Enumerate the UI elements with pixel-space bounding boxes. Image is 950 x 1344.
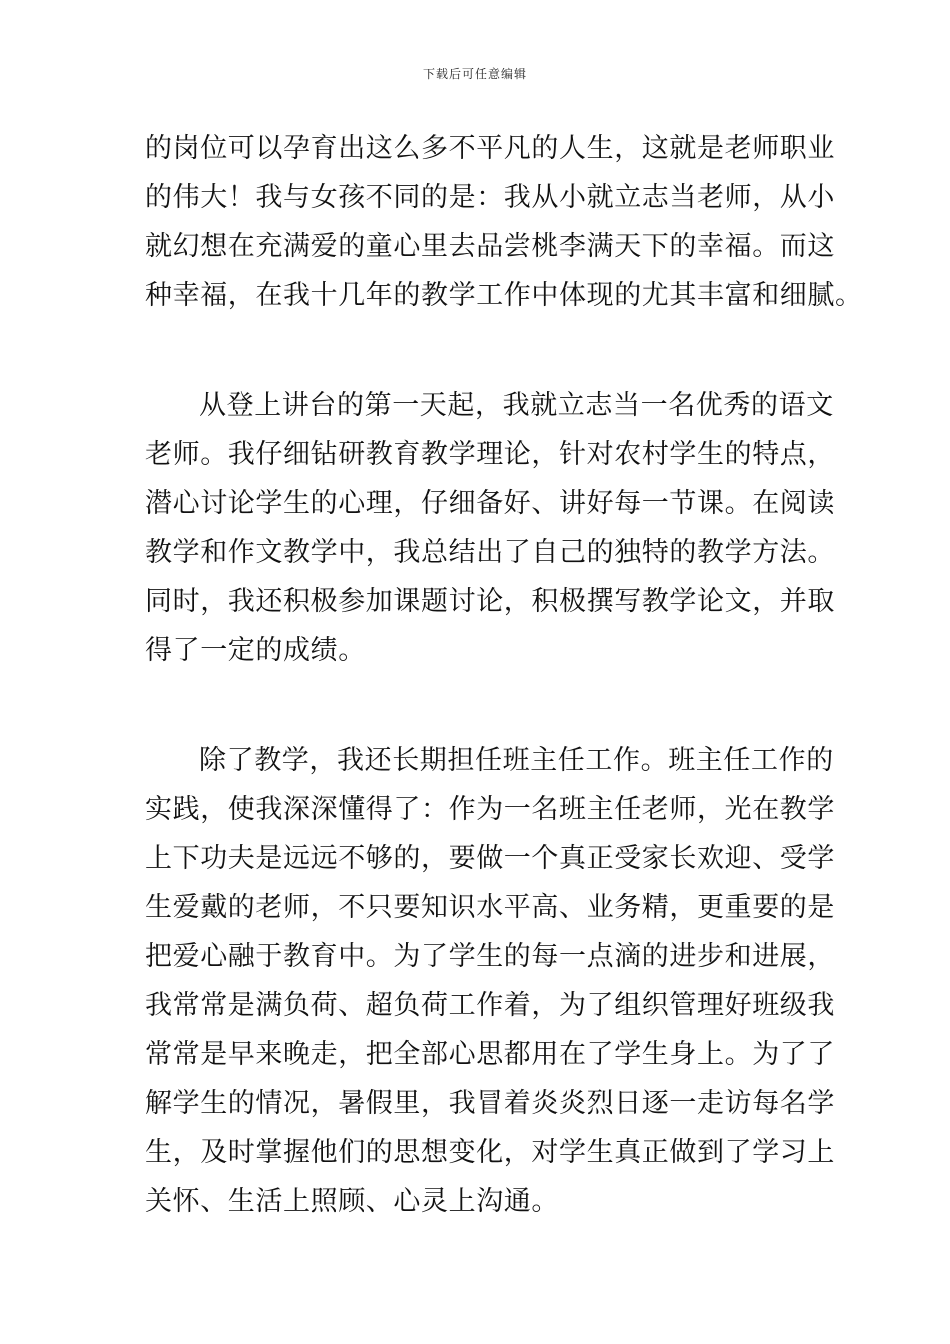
paragraph-line: 就幻想在充满爱的童心里去品尝桃李满天下的幸福。而这	[145, 231, 835, 262]
document-body	[145, 124, 863, 1226]
paragraph-line: 种幸福，在我十几年的教学工作中体现的尤其丰富和细腻。	[145, 280, 863, 311]
paragraph-line: 的伟大！我与女孩不同的是：我从小就立志当老师，从小	[145, 182, 835, 213]
paragraph-line: 的岗位可以孕育出这么多不平凡的人生，这就是老师职业	[145, 133, 835, 164]
paragraph-line: 从登上讲台的第一天起，我就立志当一名优秀的语文	[199, 390, 834, 421]
paragraph-spacer	[145, 675, 815, 736]
paragraph-1	[145, 124, 863, 320]
paragraph-2	[145, 381, 835, 675]
paragraph-line: 把爱心融于教育中。为了学生的每一点滴的进步和进展，	[145, 941, 835, 972]
paragraph-line: 上下功夫是远远不够的，要做一个真正受家长欢迎、受学	[145, 843, 835, 874]
paragraph-line: 解学生的情况，暑假里，我冒着炎炎烈日逐一走访每名学	[145, 1088, 835, 1119]
paragraph-line: 得了一定的成绩。	[145, 635, 366, 666]
paragraph-line: 常常是早来晚走，把全部心思都用在了学生身上。为了了	[145, 1039, 835, 1070]
paragraph-line: 实践，使我深深懂得了：作为一名班主任老师，光在教学	[145, 794, 835, 825]
paragraph-line: 老师。我仔细钻研教育教学理论，针对农村学生的特点，	[145, 439, 835, 470]
paragraph-line: 潜心讨论学生的心理，仔细备好、讲好每一节课。在阅读	[145, 488, 835, 519]
paragraph-spacer	[145, 320, 815, 381]
paragraph-line: 生，及时掌握他们的思想变化，对学生真正做到了学习上	[145, 1137, 835, 1168]
paragraph-line: 生爱戴的老师，不只要知识水平高、业务精，更重要的是	[145, 892, 835, 923]
paragraph-line: 教学和作文教学中，我总结出了自己的独特的教学方法。	[145, 537, 835, 568]
paragraph-line: 我常常是满负荷、超负荷工作着，为了组织管理好班级我	[145, 990, 835, 1021]
page-header: 下载后可任意编辑	[422, 67, 527, 81]
paragraph-line: 关怀、生活上照顾、心灵上沟通。	[145, 1186, 559, 1217]
paragraph-3	[145, 736, 835, 1226]
paragraph-line: 同时，我还积极参加课题讨论，积极撰写教学论文，并取	[145, 586, 835, 617]
paragraph-line: 除了教学，我还长期担任班主任工作。班主任工作的	[199, 745, 834, 776]
